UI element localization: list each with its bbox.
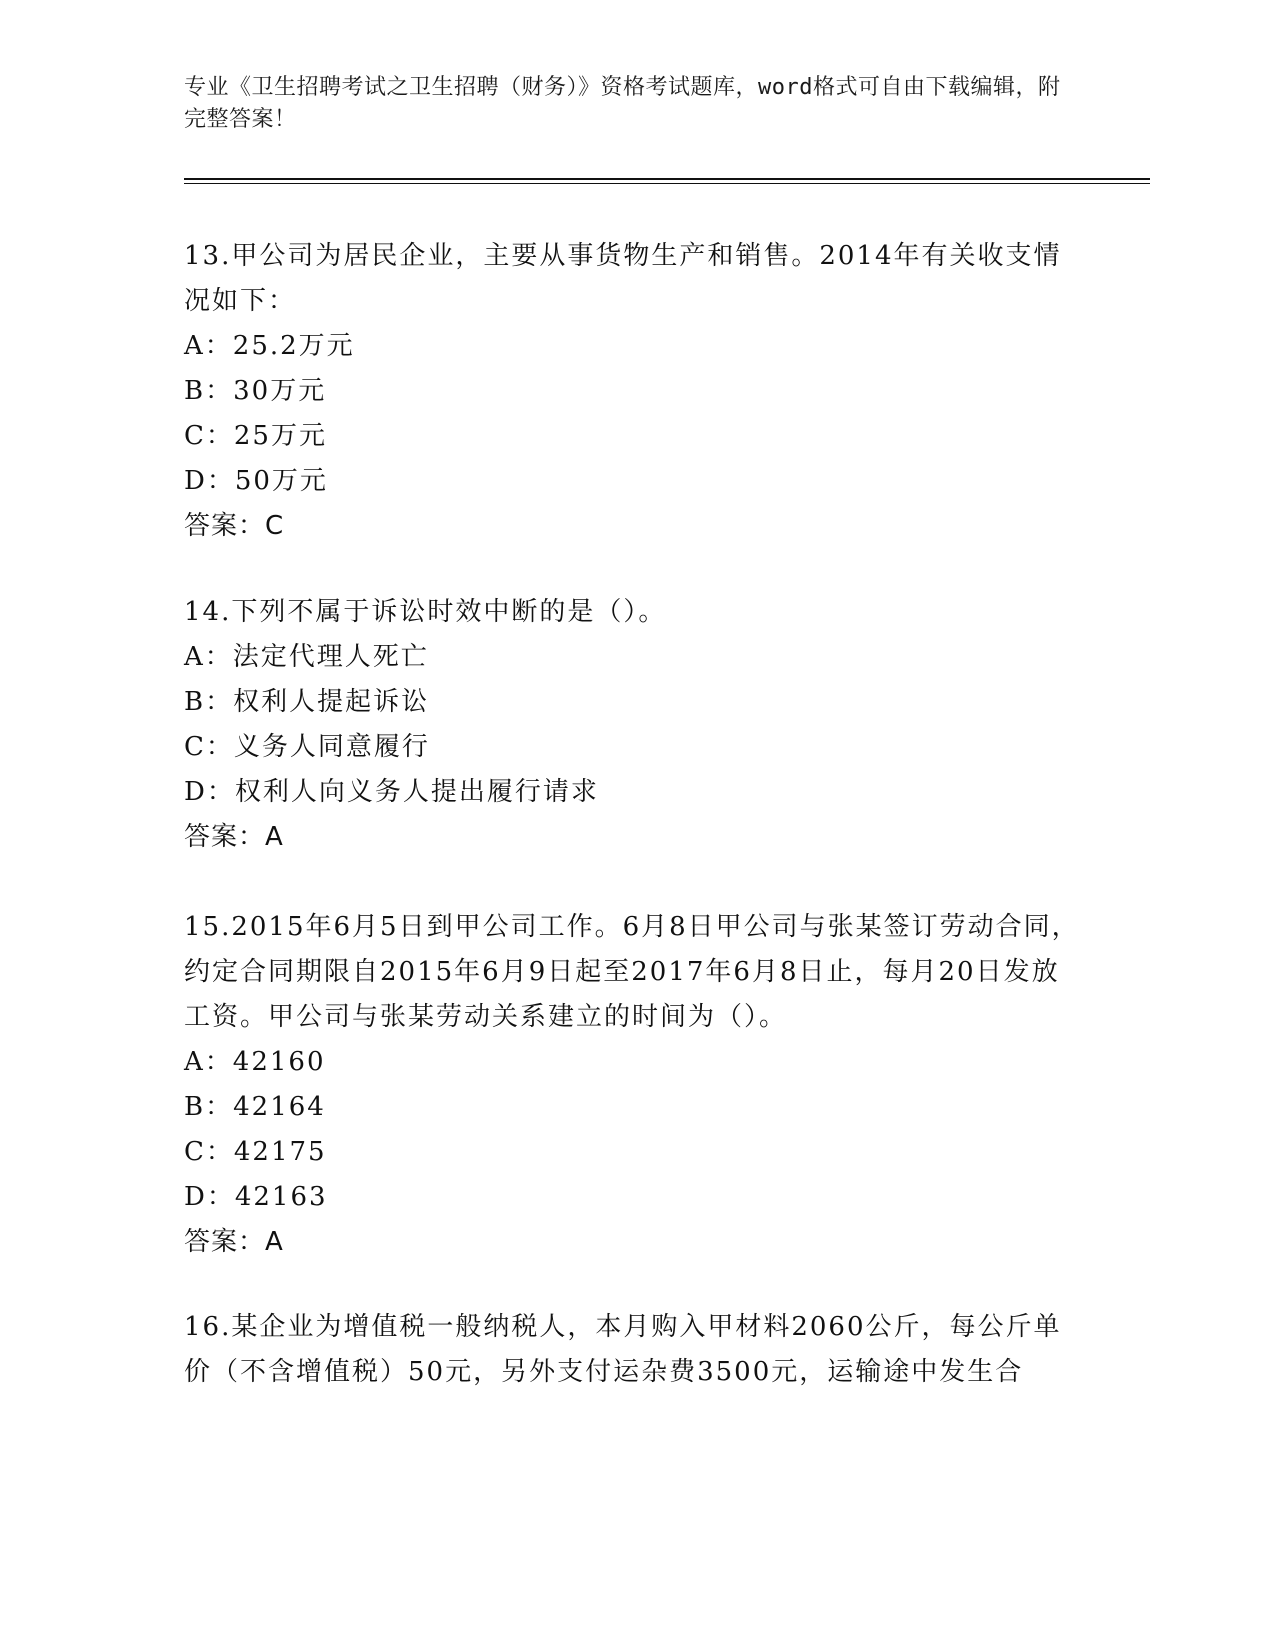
- document-intro: 专业《卫生招聘考试之卫生招聘（财务）》资格考试题库，word格式可自由下载编辑，附完整答案！: [184, 75, 1061, 132]
- question-stem: 15.2015年6月5日到甲公司工作。6月8日甲公司与张某签订劳动合同，约定合同期限自2015年6月9日起至2017年6月8日止，每月20日发放工资。甲公司与张某劳动关系建立的时间为（）。: [184, 912, 1080, 1032]
- option-a: A：法定代理人死亡: [184, 642, 429, 672]
- option-a: A：25.2万元: [184, 331, 355, 361]
- answer: 答案：C: [184, 511, 285, 541]
- option-d: D：权利人向义务人提出履行请求: [184, 777, 599, 807]
- option-a: A：42160: [184, 1047, 326, 1077]
- option-c: C：义务人同意履行: [184, 732, 430, 762]
- option-d: D：42163: [184, 1182, 328, 1212]
- option-b: B：权利人提起诉讼: [184, 687, 430, 717]
- option-b: B：30万元: [184, 376, 327, 406]
- header-divider-thin: [184, 183, 1150, 184]
- question-stem: 13.甲公司为居民企业，主要从事货物生产和销售。2014年有关收支情况如下：: [184, 241, 1062, 316]
- question-15: [184, 905, 1084, 1265]
- question-16: [184, 1305, 1084, 1395]
- question-stem: 14.下列不属于诉讼时效中断的是（）。: [184, 597, 667, 627]
- question-stem: 16.某企业为增值税一般纳税人，本月购入甲材料2060公斤，每公斤单价（不含增值税）50元，另外支付运杂费3500元，运输途中发生合: [184, 1312, 1062, 1387]
- answer: 答案：A: [184, 822, 284, 852]
- option-c: C：42175: [184, 1137, 327, 1167]
- answer: 答案：A: [184, 1227, 284, 1257]
- question-13: [184, 234, 1084, 549]
- option-b: B：42164: [184, 1092, 326, 1122]
- option-d: D：50万元: [184, 466, 328, 496]
- question-14: [184, 590, 1084, 860]
- header-divider: [184, 178, 1150, 180]
- option-c: C：25万元: [184, 421, 327, 451]
